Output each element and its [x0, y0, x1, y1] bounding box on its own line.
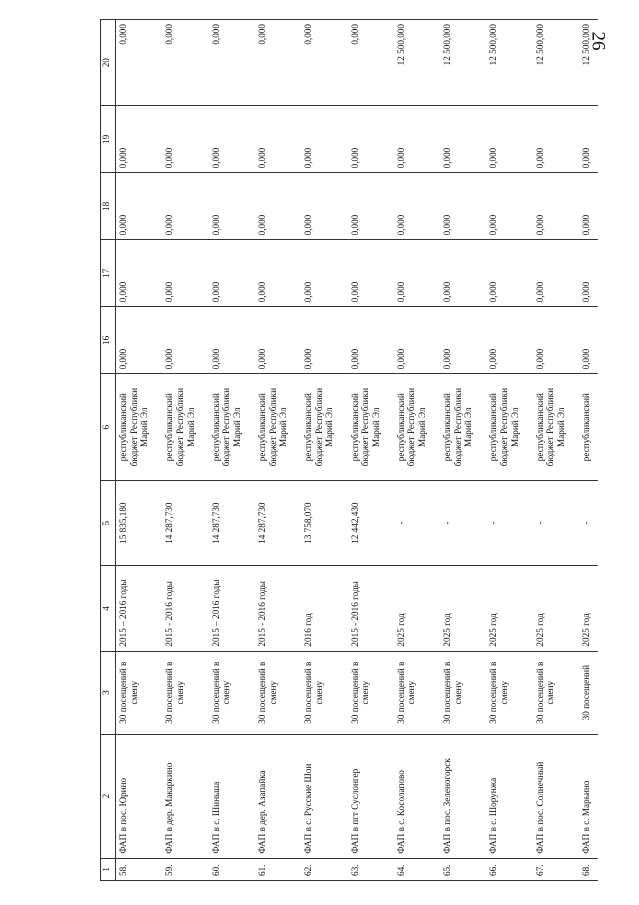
table-row — [579, 20, 598, 881]
table-row — [301, 20, 347, 881]
funding-source-cell: республиканский бюджет Республики Марий Эл — [255, 374, 301, 481]
value-16-cell: 0,000 — [486, 307, 532, 374]
years-cell: 2025 год — [486, 566, 532, 651]
facility-name-cell: ФАП в с. Шорунжа — [486, 734, 532, 858]
capacity-cell: 30 посещений в смену — [255, 651, 301, 734]
value-20-cell: 0,000 — [209, 20, 255, 106]
years-cell: 2015 - 2016 годы — [348, 566, 394, 651]
value-18-cell: 0,000 — [255, 173, 301, 240]
capacity-cell: 30 посещений в смену — [348, 651, 394, 734]
header-cell: 6 — [101, 374, 116, 481]
cost-cell: 15 835,180 — [116, 481, 163, 566]
value-19-cell: 0,000 — [486, 106, 532, 173]
value-20-cell: 0,000 — [116, 20, 163, 106]
table-row — [486, 20, 532, 881]
table-row — [440, 20, 486, 881]
cost-cell: - — [394, 481, 440, 566]
value-17-cell: 0,000 — [301, 240, 347, 307]
rotated-table-container — [100, 19, 598, 881]
value-16-cell: 0,000 — [209, 307, 255, 374]
facility-name-cell: ФАП в пос. Солнечный — [533, 734, 579, 858]
value-16-cell: 0,000 — [579, 307, 598, 374]
cost-cell: - — [579, 481, 598, 566]
value-16-cell: 0,000 — [116, 307, 163, 374]
value-18-cell: 0,000 — [209, 173, 255, 240]
value-17-cell: 0,000 — [116, 240, 163, 307]
value-17-cell: 0,000 — [348, 240, 394, 307]
funding-source-cell: республиканский бюджет Республики Марий Эл — [162, 374, 208, 481]
funding-source-cell: республиканский бюджет Республики Марий Эл — [116, 374, 163, 481]
value-19-cell: 0,000 — [579, 106, 598, 173]
facility-name-cell: ФАП в с. Шиньша — [209, 734, 255, 858]
value-19-cell: 0,000 — [162, 106, 208, 173]
row-number-cell: 64. — [394, 858, 440, 880]
table-row — [255, 20, 301, 881]
cost-cell: 12 442,430 — [348, 481, 394, 566]
years-cell: 2015 - 2016 годы — [162, 566, 208, 651]
value-19-cell: 0,000 — [348, 106, 394, 173]
cost-cell: 13 758,070 — [301, 481, 347, 566]
value-19-cell: 0,000 — [394, 106, 440, 173]
header-cell: 16 — [101, 307, 116, 374]
facility-name-cell: ФАП в пос. Юрино — [116, 734, 163, 858]
years-cell: 2025 год — [533, 566, 579, 651]
funding-source-cell: республиканский бюджет Республики Марий Эл — [301, 374, 347, 481]
page-number: 26 — [587, 31, 609, 51]
value-19-cell: 0,000 — [255, 106, 301, 173]
value-20-cell: 12 500,000 — [533, 20, 579, 106]
facility-name-cell: ФАП в пос. Зеленогорск — [440, 734, 486, 858]
row-number-cell: 61. — [255, 858, 301, 880]
value-18-cell: 0,000 — [533, 173, 579, 240]
years-cell: 2025 год — [579, 566, 598, 651]
years-cell: 2015 – 2016 годы — [209, 566, 255, 651]
facility-name-cell: ФАП в дер. Азапайка — [255, 734, 301, 858]
table-row — [116, 20, 163, 881]
cost-cell: - — [440, 481, 486, 566]
value-17-cell: 0,000 — [209, 240, 255, 307]
years-cell: 2025 год — [394, 566, 440, 651]
row-number-cell: 58. — [116, 858, 163, 880]
funding-source-cell: республиканский — [579, 374, 598, 481]
value-19-cell: 0,000 — [301, 106, 347, 173]
facility-name-cell: ФАП в дер. Макаркино — [162, 734, 208, 858]
value-20-cell: 0,000 — [162, 20, 208, 106]
value-20-cell: 12 500,000 — [394, 20, 440, 106]
value-17-cell: 0,000 — [394, 240, 440, 307]
header-cell: 17 — [101, 240, 116, 307]
value-16-cell: 0,000 — [394, 307, 440, 374]
funding-source-cell: республиканский бюджет Республики Марий Эл — [440, 374, 486, 481]
header-cell: 20 — [101, 20, 116, 106]
capacity-cell: 30 посещений в смену — [116, 651, 163, 734]
cost-cell: 14 287,730 — [209, 481, 255, 566]
value-18-cell: 0,000 — [348, 173, 394, 240]
header-cell: 18 — [101, 173, 116, 240]
cost-cell: 14 287,730 — [162, 481, 208, 566]
value-20-cell: 12 500,000 — [579, 20, 598, 106]
value-17-cell: 0,000 — [486, 240, 532, 307]
table-row — [348, 20, 394, 881]
value-18-cell: 0,000 — [440, 173, 486, 240]
header-cell: 1 — [101, 858, 116, 880]
capacity-cell: 30 посещений в смену — [301, 651, 347, 734]
capacity-cell: 30 посещений в смену — [162, 651, 208, 734]
capacity-cell: 30 посещений в смену — [440, 651, 486, 734]
capacity-cell: 30 посещений в смену — [394, 651, 440, 734]
header-cell: 4 — [101, 566, 116, 651]
header-row — [101, 20, 116, 881]
value-20-cell: 0,000 — [348, 20, 394, 106]
header-cell: 19 — [101, 106, 116, 173]
value-16-cell: 0,000 — [255, 307, 301, 374]
capacity-cell: 30 посещений в смену — [486, 651, 532, 734]
value-18-cell: 0,000 — [486, 173, 532, 240]
value-19-cell: 0,000 — [209, 106, 255, 173]
facility-name-cell: ФАП в пгт Суслонгер — [348, 734, 394, 858]
value-17-cell: 0,000 — [440, 240, 486, 307]
years-cell: 2016 год — [301, 566, 347, 651]
row-number-cell: 67. — [533, 858, 579, 880]
header-cell: 2 — [101, 734, 116, 858]
header-cell: 3 — [101, 651, 116, 734]
funding-source-cell: республиканский бюджет Республики Марий Эл — [394, 374, 440, 481]
value-19-cell: 0,000 — [116, 106, 163, 173]
value-18-cell: 0,000 — [579, 173, 598, 240]
value-17-cell: 0,000 — [162, 240, 208, 307]
value-16-cell: 0,000 — [162, 307, 208, 374]
table-row — [533, 20, 579, 881]
value-17-cell: 0,000 — [533, 240, 579, 307]
cost-cell: - — [533, 481, 579, 566]
capacity-cell: 30 посещений в смену — [533, 651, 579, 734]
row-number-cell: 66. — [486, 858, 532, 880]
funding-source-cell: республиканский бюджет Республики Марий Эл — [533, 374, 579, 481]
capacity-cell: 30 посещений в смену — [209, 651, 255, 734]
row-number-cell: 65. — [440, 858, 486, 880]
value-16-cell: 0,000 — [301, 307, 347, 374]
value-20-cell: 0,000 — [255, 20, 301, 106]
funding-source-cell: республиканский бюджет Республики Марий Эл — [348, 374, 394, 481]
row-number-cell: 60. — [209, 858, 255, 880]
funding-source-cell: республиканский бюджет Республики Марий Эл — [209, 374, 255, 481]
row-number-cell: 63. — [348, 858, 394, 880]
capacity-cell: 30 посещений — [579, 651, 598, 734]
header-cell: 5 — [101, 481, 116, 566]
value-16-cell: 0,000 — [440, 307, 486, 374]
funding-source-cell: республиканский бюджет Республики Марий Эл — [486, 374, 532, 481]
cost-cell: - — [486, 481, 532, 566]
row-number-cell: 59. — [162, 858, 208, 880]
value-19-cell: 0,000 — [533, 106, 579, 173]
value-16-cell: 0,000 — [348, 307, 394, 374]
value-18-cell: 0,000 — [301, 173, 347, 240]
years-cell: 2025 год — [440, 566, 486, 651]
value-16-cell: 0,000 — [533, 307, 579, 374]
table-row — [394, 20, 440, 881]
value-20-cell: 0,000 — [301, 20, 347, 106]
facility-name-cell: ФАП в с. Косолапово — [394, 734, 440, 858]
value-18-cell: 0,000 — [162, 173, 208, 240]
value-19-cell: 0,000 — [440, 106, 486, 173]
table-row — [162, 20, 208, 881]
row-number-cell: 68. — [579, 858, 598, 880]
cost-cell: 14 287,730 — [255, 481, 301, 566]
value-18-cell: 0,000 — [116, 173, 163, 240]
value-17-cell: 0,000 — [579, 240, 598, 307]
table-row — [209, 20, 255, 881]
facility-name-cell: ФАП в с. Марьино — [579, 734, 598, 858]
value-18-cell: 0,000 — [394, 173, 440, 240]
program-table — [100, 19, 598, 881]
years-cell: 2015 – 2016 годы — [116, 566, 163, 651]
row-number-cell: 62. — [301, 858, 347, 880]
facility-name-cell: ФАП в с. Русские Шои — [301, 734, 347, 858]
value-17-cell: 0,000 — [255, 240, 301, 307]
value-20-cell: 12 500,000 — [486, 20, 532, 106]
value-20-cell: 12 500,000 — [440, 20, 486, 106]
years-cell: 2015 - 2016 годы — [255, 566, 301, 651]
